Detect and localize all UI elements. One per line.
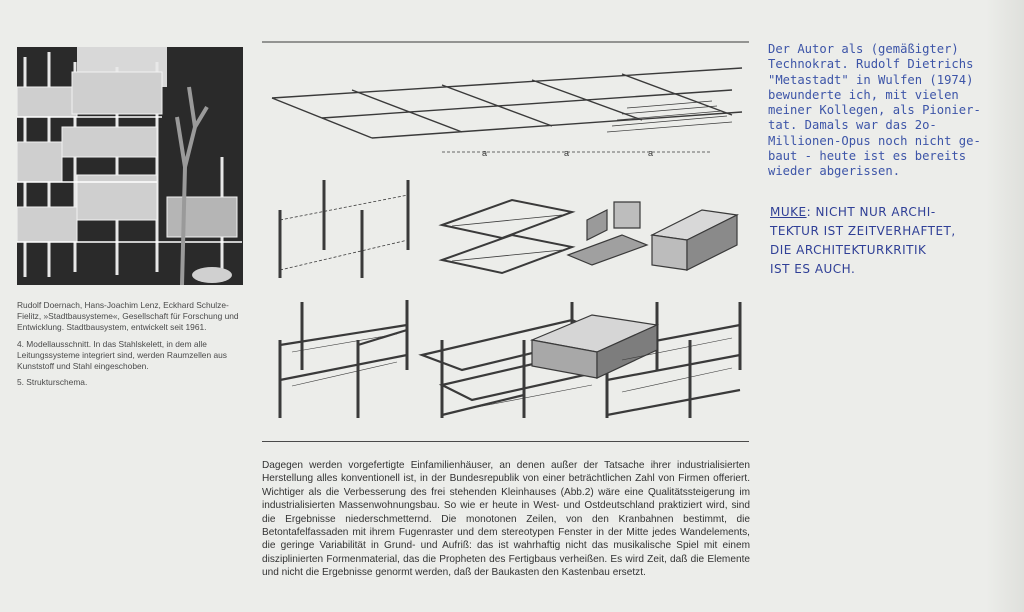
model-photo	[17, 47, 243, 285]
structure-schema-drawing	[262, 40, 752, 422]
figure-caption	[17, 300, 247, 393]
handwritten-line-3: DIE ARCHITEKTURKRITIK	[770, 243, 927, 257]
caption-credit: Rudolf Doernach, Hans-Joachim Lenz, Eckhard Schulze-Fielitz, »Stadtbausysteme«, Gesellschaft für Forschung und Entwicklung. Stadtbausystem, entwickelt seit 1961.	[17, 300, 239, 333]
body-text: Dagegen werden vorgefertigte Einfamilienhäuser, an denen außer der Tatsache ihrer industrialisierten Herstellung alles konventionell ist, in der Bundesrepublik von einer beträchtlichen Zahl von Firmen offeriert. Wichtiger als die Verbesserung des frei stehenden Kleinhauses (Abb.2) wäre eine Qualitätssteigerung im industrialisierten Massenwohnungsbau. So wie er heute in West- und Ostdeutschland praktiziert wird, sind die Ergebnisse niederschmetternd. Die monotonen Zeilen, von den Kranbahnen bestimmt, die Betontafelfassaden mit ihrem Fugenraster und dem stereotypen Fenster in der Mitte jedes Wandelements, die geringe Variabilität in Grund- und Aufriß: das ist wahrhaftig nicht das musikalische Spiel mit einem disziplinierten Formenmaterial, das die Propheten des Fertigbaus verheißen. Es wird Zeit, daß die Elemente und nicht die Ergebnisse genormt werden, daß der Baukasten den Kastenbau ersetzt.	[262, 460, 750, 579]
handwritten-line-1-text: : NICHT NUR ARCHI-	[806, 205, 936, 219]
dimension-label-1: a	[482, 148, 488, 158]
handwritten-line-2: TEKTUR IST ZEITVERHAFTET,	[770, 224, 956, 238]
caption-fig5: 5. Strukturschema.	[17, 377, 88, 388]
typed-marginal-note: Der Autor als (gemäßigter) Technokrat. Rudolf Dietrichs "Metastadt" in Wulfen (1974) bewunderte ich, mit vielen meiner Kollegen, als Pionier- tat. Damals war das 2o- Millionen-Opus noch nicht ge- baut - heute ist es bereits wieder abgerissen.	[768, 42, 981, 179]
drawing-bottom-rule	[262, 441, 749, 442]
handwritten-author: MUKE	[770, 205, 807, 219]
handwritten-line-1	[770, 203, 1015, 222]
handwritten-note	[770, 203, 1015, 279]
handwritten-line-4: IST ES AUCH.	[770, 262, 856, 276]
dimension-label-2: a	[564, 148, 570, 158]
dimension-label-3: a	[648, 148, 654, 158]
caption-fig4: 4. Modellausschnitt. In das Stahlskelett, in dem alle Leitungssysteme integriert sind, werden Raumzellen aus Kunststoff und Stahl eingeschoben.	[17, 338, 227, 372]
